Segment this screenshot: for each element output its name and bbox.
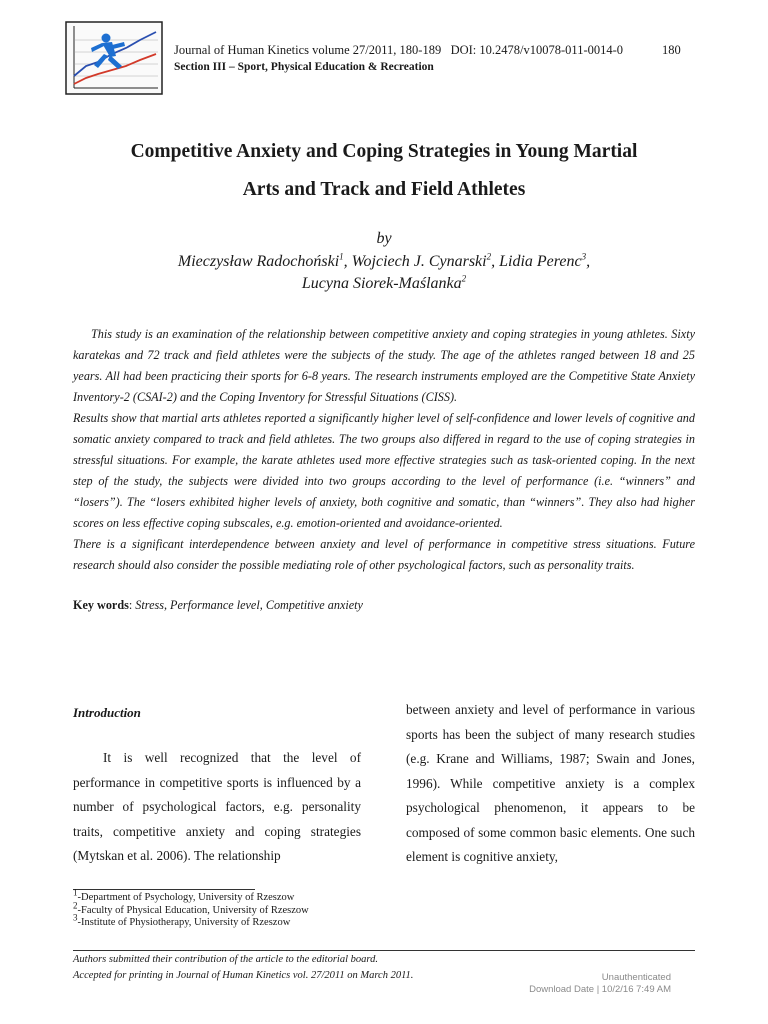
doi: DOI: 10.2478/v10078-011-0014-0 bbox=[450, 43, 624, 57]
footnote-item bbox=[73, 887, 309, 905]
footnote-divider bbox=[73, 889, 255, 890]
title-line-1: Competitive Anxiety and Coping Strategies in Young Martial bbox=[130, 141, 638, 162]
title-line-2: Arts and Track and Field Athletes bbox=[242, 179, 526, 200]
article-title bbox=[60, 133, 708, 209]
affiliation-mark: 3 bbox=[581, 251, 587, 262]
footnote-mark: 1 bbox=[73, 887, 78, 898]
page-number: 180 bbox=[662, 43, 681, 57]
keywords-line bbox=[73, 598, 363, 613]
journal-logo-icon bbox=[64, 20, 164, 96]
author-line-1 bbox=[0, 253, 768, 271]
keywords-colon: : bbox=[128, 598, 133, 612]
author-separator: , bbox=[491, 253, 500, 270]
watermark-status: Unauthenticated bbox=[601, 972, 671, 983]
footnote-text: -Department of Psychology, University of Rzeszow bbox=[77, 892, 295, 903]
keywords-list: Stress, Performance level, Competitive anxiety bbox=[135, 598, 363, 612]
submission-line-2: Accepted for printing in Journal of Human Kinetics vol. 27/2011 on March 2011. bbox=[73, 970, 414, 981]
abstract-paragraph-3: There is a significant interdependence between anxiety and level of performance in competitive stress situations. Future research should also consider the possible mediating role of other psychological factors, such as personality traits. bbox=[73, 537, 695, 572]
journal-citation: Journal of Human Kinetics volume 27/2011, 180-189 bbox=[174, 43, 442, 57]
section-heading: Section III – Sport, Physical Education & Recreation bbox=[174, 61, 434, 73]
footnote-item bbox=[73, 912, 309, 930]
abstract bbox=[73, 324, 695, 576]
affiliation-mark: 1 bbox=[339, 251, 344, 262]
keywords-label: Key words bbox=[73, 598, 129, 612]
submission-line-1: Authors submitted their contribution of the article to the editorial board. bbox=[73, 954, 378, 965]
affiliation-mark: 2 bbox=[461, 273, 467, 284]
watermark-download-date: Download Date | 10/2/16 7:49 AM bbox=[529, 984, 671, 995]
introduction-heading: Introduction bbox=[73, 705, 141, 720]
author-name: Wojciech J. Cynarski bbox=[351, 253, 487, 270]
author-name: Lidia Perenc bbox=[499, 253, 582, 270]
footnotes bbox=[73, 887, 309, 930]
footnote-text: -Faculty of Physical Education, University of Rzeszow bbox=[77, 904, 309, 916]
author-name: Lucyna Siorek-Maślanka bbox=[301, 275, 462, 292]
footnote-mark: 2 bbox=[73, 900, 78, 910]
abstract-paragraph-2: Results show that martial arts athletes reported a significantly higher level of self-confidence and lower levels of cognitive and somatic anxiety compared to track and field athletes. The two groups also differed in regard to the use of coping strategies in stressful situations. For example, the karate athletes used more effective strategies such as task-oriented coping. In the next step of the study, the subjects were divided into two groups according to the level of performance (i.e. “winners” and “losers”). The “losers exhibited higher levels of anxiety, both cognitive and somatic, than “winners”. They also had higher scores on less effective coping subscales, e.g. emotion-oriented and avoidance-oriented. bbox=[73, 411, 695, 530]
submission-divider bbox=[73, 950, 695, 951]
footnote-item bbox=[73, 900, 309, 918]
affiliation-mark: 2 bbox=[486, 251, 492, 262]
footnote-text: -Institute of Physiotherapy, University of Rzeszow bbox=[77, 917, 291, 928]
author-name: Mieczysław Radochoński bbox=[177, 253, 340, 270]
author-line-2 bbox=[0, 275, 768, 293]
journal-citation-line bbox=[174, 43, 681, 58]
abstract-paragraph-1: This study is an examination of the relationship between competitive anxiety and coping strategies in young athletes. Sixty karatekas and 72 track and field athletes were the subjects of the study. The age of the athletes ranged between 18 and 25 years. All had been practicing their sports for 6-8 years. The research instruments employed are the Competitive State Anxiety Inventory-2 (CSAI-2) and the Coping Inventory for Stressful Situations (CISS). bbox=[73, 327, 695, 404]
footnote-mark: 3 bbox=[73, 912, 78, 923]
by-label: by bbox=[376, 230, 392, 247]
introduction-left-column: It is well recognized that the level of performance in competitive sports is influenced by a number of psychological factors, e.g. personality traits, competitive anxiety and coping strategies (Mytskan et al. 2006). The relationship bbox=[73, 750, 361, 863]
author-separator: , bbox=[586, 253, 591, 270]
submission-note bbox=[73, 952, 413, 984]
introduction-right-column: between anxiety and level of performance in various sports has been the subject of many research studies (e.g. Krane and Williams, 1987; Swain and Jones, 1996). While competitive anxiety is a complex psychological phenomenon, it appears to be composed of some common basic elements. One such element is cognitive anxiety, bbox=[406, 702, 695, 864]
author-separator: , bbox=[343, 253, 352, 270]
download-watermark bbox=[500, 972, 671, 996]
